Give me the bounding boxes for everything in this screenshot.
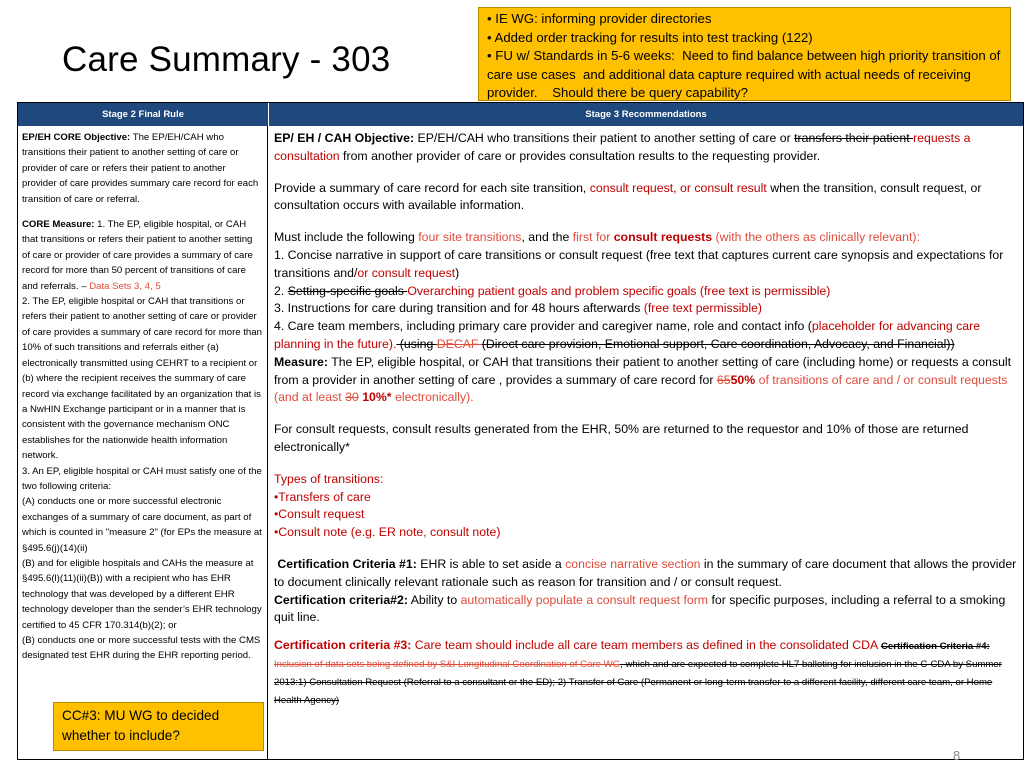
stage3-must-include: Must include the following four site transitions, and the first for consult requests (with the others as clinically relevant): <box>274 230 920 245</box>
types-title: Types of transitions: <box>274 471 384 486</box>
cert-criteria-3: Certification criteria #3: Care team should include all care team members as defined in the consolidated CDA Certification Criteria #4: Inclusion of data sets being defined by S&I Longitudinal Coordination of Care WG, which and are expected to complete HL7 balloting for inclusion in the C-CDA by Summer 2013:1) Consultation Request (Referral to a consultant or the ED); 2) Transfer of Care (Permanent or long-term transfer to a different facility, different care team, or Home Health Agency) <box>274 638 1002 706</box>
callout-bullet: • FU w/ Standards in 5-6 weeks: Need to find balance between high priority transition of care use cases and additional data capture required with actual needs of receiving provider. Should there be query capability? <box>487 48 1005 101</box>
stage3-column <box>269 126 1023 759</box>
stage2-measure-4: (A) conducts one or more successful electronic exchanges of a summary of care document, as part of which is counted in "measure 2" (for EPs the measure at §495.6(j)(14)(ii) <box>22 496 262 554</box>
type-item: •Consult note (e.g. ER note, consult note) <box>274 525 501 540</box>
stage3-item-1: 1. Concise narrative in support of care transitions or consult request (free text that captures current care synopsis and expectations for transitions and/or consult request) <box>274 247 1004 280</box>
header-stage3: Stage 3 Recommendations <box>269 103 1023 126</box>
cert-criteria-1: Certification Criteria #1: EHR is able to set aside a concise narrative section in the summary of care document that allows the provider to document clinically relevant rationale such as reason for transition and / or consult request. <box>274 556 1017 589</box>
stage3-measure: Measure: The EP, eligible hospital, or CAH that transitions their patient to another setting of care (including home) or requests a consult from a provider in another setting of care , provides a summary of care record for 6550% of transitions of care and / or consult requests (and at least 30 10%* electronically). <box>274 354 1012 405</box>
page-number: 8 <box>953 748 961 763</box>
stage2-measure-3: 3. An EP, eligible hospital or CAH must satisfy one of the two following criteria: <box>22 465 262 492</box>
stage3-summary-paragraph: Provide a summary of care record for each site transition, consult request, or consult result when the transition, consult request, or consultation occurs with available information. <box>274 180 982 213</box>
type-item: •Consult request <box>274 507 365 522</box>
stage2-objective: EP/EH CORE Objective: The EP/EH/CAH who transitions their patient to another setting of care or provider of care or refers their patient to another provider of care provides summary care record for each transition of care or referral. <box>22 132 259 205</box>
stage3-item-2: 2. Setting-specific goals Overarching patient goals and problem specific goals (free text is permissible) <box>274 283 831 298</box>
stage2-measure-2: 2. The EP, eligible hospital or CAH that transitions or refers their patient to another setting of care or provider of care provides a summary of care record for more than 10% of such transitions and referrals either (a) electronically transmitted using CEHRT to a recipient or (b) where the recipient receives the summary of care record via exchange facilitated by an organization that is a NwHIN Exchange participant or in a manner that is consistent with the governance mechanism ONC establishes for the nationwide health information network. <box>22 296 262 462</box>
stage2-measure: CORE Measure: 1. The EP, eligible hospital, or CAH that transitions or refers their patient to another setting of care or provider of care provides a summary of care record for more than 50 percent of transitions of care and referrals. – Data Sets 3, 4, 5 <box>22 219 253 292</box>
stage2-column <box>18 126 268 759</box>
stage3-consult-results: For consult requests, consult results generated from the EHR, 50% are returned to the requestor and 10% of those are returned electronically* <box>274 422 969 454</box>
header-stage2: Stage 2 Final Rule <box>18 103 269 126</box>
data-sets-label: Data Sets 3, 4, 5 <box>89 280 161 292</box>
stage2-measure-5: (B) and for eligible hospitals and CAHs the measure at §495.6(l)(11)(ii)(B)) with a recipient who has EHR technology that was developed by a different EHR technology developer than the sender’s EHR technology certified to 45 CFR 170.314(b)(2); or <box>22 557 262 631</box>
callout-bullet: • IE WG: informing provider directories <box>487 11 712 26</box>
bottom-callout-box: CC#3: MU WG to decided whether to include? <box>53 702 264 751</box>
stage3-item-3: 3. Instructions for care during transition and for 48 hours afterwards (free text permissible) <box>274 301 763 316</box>
cert-criteria-2: Certification criteria#2: Ability to automatically populate a consult request form for specific purposes, including a referral to a smoking quit line. <box>274 592 1006 625</box>
comparison-table <box>17 102 1024 760</box>
callout-bullet: • Added order tracking for results into test tracking (122) <box>487 29 813 45</box>
stage3-objective: EP/ EH / CAH Objective: EP/EH/CAH who transitions their patient to another setting of care or transfers their patient requests a consultation from another provider of care or provides consultation results to the requesting provider. <box>274 131 971 163</box>
stage3-item-4: 4. Care team members, including primary care provider and caregiver name, role and contact info (placeholder for advancing care planning in the future). (using DECAF (Direct care provision, Emotional support, Care coordination, Advocacy, and Financial)) <box>274 319 981 351</box>
slide-title: Care Summary - 303 <box>62 40 391 79</box>
stage2-measure-6: (B) conducts one or more successful tests with the CMS designated test EHR during the EHR reporting period. <box>22 635 261 662</box>
top-callout-box <box>478 7 1011 101</box>
type-item: •Transfers of care <box>274 489 371 504</box>
